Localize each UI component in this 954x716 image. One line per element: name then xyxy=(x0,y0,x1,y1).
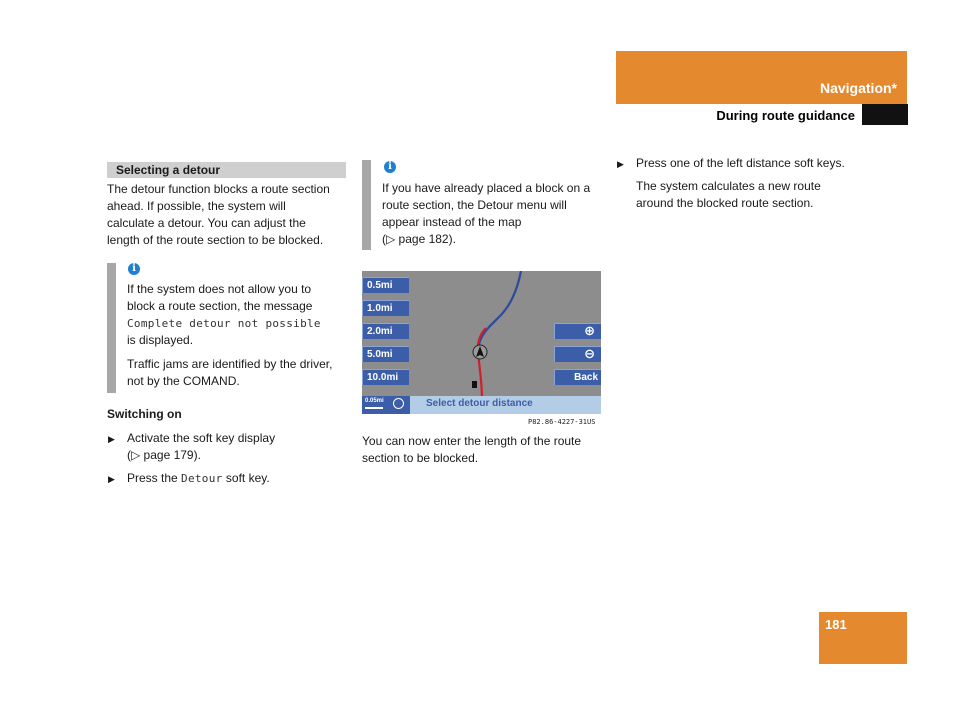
zoom-out-button[interactable] xyxy=(554,346,601,362)
info-note-bar xyxy=(107,263,116,393)
system-message: Complete detour not possible xyxy=(127,317,321,330)
result-paragraph xyxy=(636,178,896,212)
step-activate xyxy=(127,430,347,464)
step-press-distance: Press one of the left distance soft keys. xyxy=(636,156,845,170)
info-line: appear instead of the map xyxy=(382,215,522,229)
caption-line: You can now enter the length of the route xyxy=(362,434,582,448)
info-line: Traffic jams are identified by the driver, xyxy=(127,357,333,371)
info-note xyxy=(127,281,352,390)
status-bar xyxy=(362,396,601,414)
navigation-screen xyxy=(362,271,601,414)
section-title: Navigation* xyxy=(819,80,897,96)
info-line: is displayed. xyxy=(127,333,194,347)
figure-caption xyxy=(362,433,602,467)
section-header-bar xyxy=(616,51,907,104)
zoom-out-icon: ⊖ xyxy=(584,346,595,361)
page-number-box xyxy=(819,612,907,664)
info-note xyxy=(382,180,607,248)
distance-key-5-0mi[interactable]: 5.0mi xyxy=(362,346,409,362)
step-line: (▷ page 179). xyxy=(127,448,201,462)
subsection-title: During route guidance xyxy=(716,108,855,123)
switching-heading: Switching on xyxy=(107,407,182,421)
info-icon: i xyxy=(128,263,140,275)
caption-line: section to be blocked. xyxy=(362,451,479,465)
bullet-icon: ▶ xyxy=(108,474,115,484)
compass-icon xyxy=(393,398,404,409)
bullet-icon: ▶ xyxy=(108,434,115,444)
road-line xyxy=(479,271,521,357)
scale-indicator xyxy=(362,396,410,414)
page-number: 181 xyxy=(825,617,847,632)
intro-line: The detour function blocks a route section xyxy=(107,182,330,196)
zoom-in-icon: ⊕ xyxy=(584,323,595,338)
distance-key-10-0mi[interactable]: 10.0mi xyxy=(362,369,409,385)
step-text: soft key. xyxy=(222,471,270,485)
back-button[interactable]: Back xyxy=(554,369,601,385)
intro-line: length of the route section to be blocked. xyxy=(107,233,324,247)
section-heading xyxy=(107,162,346,178)
distance-key-2-0mi[interactable]: 2.0mi xyxy=(362,323,409,339)
step-line: Activate the soft key display xyxy=(127,431,276,445)
step-text: Press the xyxy=(127,471,182,485)
scale-text: 0.05mi xyxy=(365,398,384,404)
zoom-in-button[interactable] xyxy=(554,323,601,339)
info-line: If you have already placed a block on a xyxy=(382,181,591,195)
subsection-marker xyxy=(862,104,908,125)
info-line: block a route section, the message xyxy=(127,299,313,313)
detour-key-name: Detour xyxy=(181,472,223,485)
bullet-icon: ▶ xyxy=(617,159,624,169)
intro-paragraph xyxy=(107,181,347,249)
info-line: (▷ page 182). xyxy=(382,232,456,246)
info-line: If the system does not allow you to xyxy=(127,282,312,296)
distance-key-0-5mi[interactable]: 0.5mi xyxy=(362,277,409,293)
intro-line: ahead. If possible, the system will xyxy=(107,199,286,213)
status-label: Select detour distance xyxy=(426,398,533,409)
result-line: around the blocked route section. xyxy=(636,196,814,210)
info-note-bar xyxy=(362,160,371,250)
figure-code: P82.86-4227-31US xyxy=(528,418,596,426)
info-icon: i xyxy=(384,161,396,173)
info-line: route section, the Detour menu will xyxy=(382,198,567,212)
scale-bar xyxy=(365,407,383,409)
step-press-detour xyxy=(127,470,347,487)
fuel-station-icon xyxy=(472,381,477,388)
distance-key-1-0mi[interactable]: 1.0mi xyxy=(362,300,409,316)
result-line: The system calculates a new route xyxy=(636,179,821,193)
section-heading-text: Selecting a detour xyxy=(116,163,221,177)
intro-line: calculate a detour. You can adjust the xyxy=(107,216,306,230)
info-line: not by the COMAND. xyxy=(127,374,240,388)
